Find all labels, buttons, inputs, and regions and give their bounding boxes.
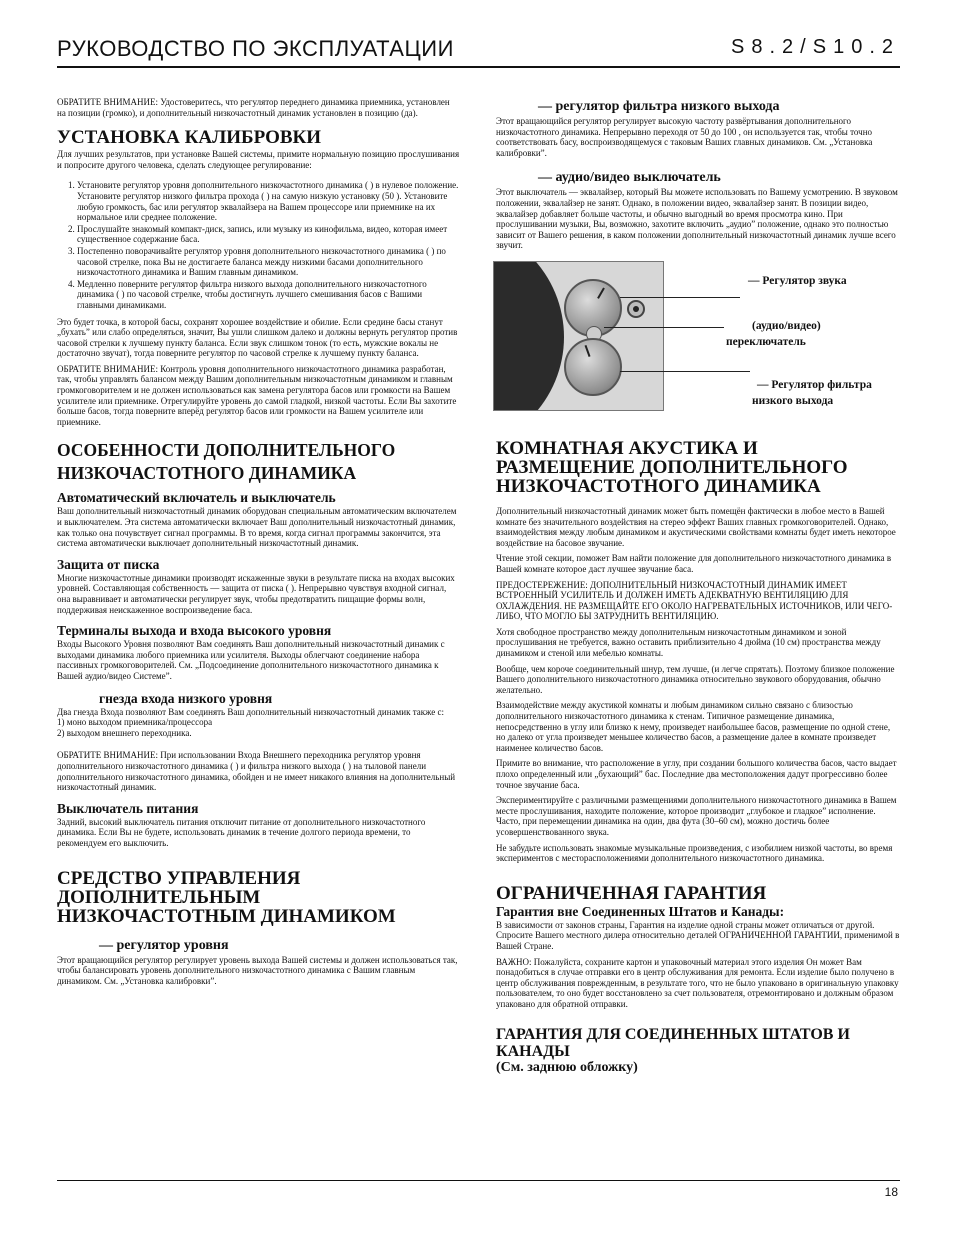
warranty-us-subheading: (См. заднюю обложку) bbox=[496, 1059, 638, 1075]
calibration-intro: Для лучших результатов, при установке Вашей системы, примите нормальную позицию прослушивания и попросите другого человека, сделать следующее регулирование: bbox=[57, 149, 460, 170]
low-level-item: 1) моно выходом приемника/процессора bbox=[57, 717, 213, 728]
calibration-step: 3. Постепенно поворачивайте регулятор уровня дополнительного низкочастотного динамика ( ) по часовой стрелке, пока Вы не достигаете баланса между низкими басами дополнительного низкочастотного динамика и Вашим главным динамиком. bbox=[77, 246, 460, 278]
high-level-text: Входы Высокого Уровня позволяют Вам соединять Ваш дополнительный низкочастотный динамик с выходами динамика любого приемника или усилителя. Выходы облегчают соединение набора пассивных громкоговорителей. См. „Подсоединение дополнительного низкочастотного динамика к Вашей аудио/видео Системе”. bbox=[57, 639, 445, 681]
left-column bbox=[57, 97, 460, 991]
label-av-switch-1: (аудио/видео) bbox=[752, 319, 821, 332]
lowpass-knob bbox=[564, 338, 622, 396]
label-filter-1: — Регулятор фильтра bbox=[757, 378, 872, 391]
warranty-heading: ОГРАНИЧЕННАЯ ГАРАНТИЯ bbox=[496, 882, 767, 904]
room-paragraph: Экспериментируйте с различными размещениями дополнительного низкочастотного динамика в Вашем месте прослушивания, находите положение, которое производит „глубокое и гладкое” исполнение. Часто, при перемещении динамика на один, два фута (30–60 см), можно достичь более усовершенствованного звука. bbox=[496, 795, 897, 837]
label-av-switch-2: переключатель bbox=[726, 335, 806, 348]
features-heading: ОСОБЕННОСТИ ДОПОЛНИТЕЛЬНОГО НИЗКОЧАСТОТНОГО ДИНАМИКА bbox=[57, 440, 396, 484]
control-panel-figure bbox=[496, 261, 900, 411]
calibration-paragraph: Это будет точка, в которой басы, сохранят хорошее воздействие и обилие. Если средине басы станут „бухать” или слабо определяться, значит, Вы ушли слишком далеко и должны вернуть регулятор против часовой стрелки к лучшему пункту баланса. Если звук слишком тонок (то есть, мужские вокалы не достаточно звучат), тогда поверните регулятор по часовой стрелке к лучшему пункту баланса. bbox=[57, 316, 458, 359]
label-filter-2: низкого выхода bbox=[752, 394, 834, 407]
calibration-note: ОБРАТИТЕ ВНИМАНИЕ: Контроль уровня дополнительного низкочастотного динамика разработан, так, чтобы управлять балансом между Вашим дополнительным низкочастотным динамиком и главным громкоговорителем и не должен использоваться как замена регулятора басов или громкости на Вашем усилителе или приемнике. Отрегулируйте уровень до самой гладкой, низкой частоты. Если Вы захотите больше басов, тогда поверните вперёд регулятор басов или громкости на Вашем усилителе или приемнике. bbox=[57, 363, 457, 427]
calibration-heading: УСТАНОВКА КАЛИБРОВКИ bbox=[57, 127, 322, 149]
low-level-note: ОБРАТИТЕ ВНИМАНИЕ: При использовании Входа Внешнего переходника регулятор уровня дополнительного низкочастотного динамика ( ) и фильтра низкого выхода ( ) на тыловой панели дополнительного низкочастотного динамика, обойден и не имеет никакого влияния на дополнительный низкочастотный динамик. bbox=[57, 750, 456, 793]
lowpass-heading: — регулятор фильтра низкого выхода bbox=[538, 99, 780, 114]
footer-rule bbox=[57, 1180, 900, 1181]
warranty-outside-text: В зависимости от законов страны, Гарантия на изделие одной страны может отличаться от другой. Спросите Вашего местного дилера относительно деталей ОГРАНИЧЕННОЙ ГАРАНТИИ, применимой в Вашей Стране. bbox=[496, 919, 900, 951]
level-control-heading: — регулятор уровня bbox=[99, 937, 229, 953]
auto-switch-heading: Автоматический включатель и выключатель bbox=[57, 490, 336, 506]
leader-line bbox=[620, 371, 750, 372]
level-control-text: Этот вращающийся регулятор регулирует уровень выхода Вашей системы и должен использоваться так, чтобы балансировать уровень дополнительного низкочастотного динамика с Вашим главным динамиком. См. „Установка калибровки”. bbox=[57, 954, 458, 986]
room-paragraph: Дополнительный низкочастотный динамик может быть помещён фактически в любое место в Вашей комнате без значительного воздействия на стерео эффект Ваших главных громкоговорителей. Однако, взаимодействия между любым динамиком и акустическими свойствами комнаты будет иметь некоторое воздействие на басовое звучание. bbox=[496, 505, 896, 548]
room-paragraph: Примите во внимание, что расположение в углу, при создании большого количества басов, часто выдает плохо определенный или „бухающий” бас. Последние два местоположения дадут прогрессивно более точное звучание баса. bbox=[496, 758, 897, 790]
clip-protection-text: Многие низкочастотные динамики производят искаженные звуки в результате писка на входах высоких уровней. Составляющая собственность — защита от писка ( ). Непрерывно чувствуя входной сигнал, она выравнивает и автоматически регулирует звук, чтобы предотвратить пищащие формы волн, поддерживая неискаженное воспроизведение баса. bbox=[57, 572, 455, 615]
clip-protection-heading: Защита от писка bbox=[57, 556, 160, 572]
right-column bbox=[496, 99, 900, 1076]
model-number: S8.2/S10.2 bbox=[731, 36, 900, 58]
low-level-item: 2) выходом внешнего переходника. bbox=[57, 727, 192, 738]
high-level-heading: Терминалы выхода и входа высокого уровня bbox=[57, 623, 332, 639]
leader-line bbox=[604, 327, 724, 328]
label-sound-control: — Регулятор звука bbox=[748, 274, 847, 287]
rear-panel-photo bbox=[493, 261, 664, 411]
driver-surround bbox=[493, 261, 564, 411]
page-header bbox=[57, 36, 900, 66]
av-switch-heading: — аудио/видео выключатель bbox=[538, 170, 721, 186]
room-paragraph: Не забудьте использовать знакомые музыкальные произведения, с изобилием низкой частоты, во время экспериментов с месторасположениями дополнительного низкочастотного динамика. bbox=[496, 842, 893, 864]
av-switch-text: Этот выключатель — эквалайзер, который Вы можете использовать по Вашему усмотрению. В звуковом положении, эквалайзер не занят. Однако, в положении видео, эквалайзер занят. В позиции видео, эквалайзер добавляет больше частоты, и обычно выгодный во время просмотра кино. При прослушивании музыки, Вы, возможно, захотите включить „аудио” положение, однако это полностью зависит от Вашего решения, в каком положении дополнительный низкочастотный динамик лучше всего звучит. bbox=[496, 187, 898, 251]
power-switch-heading: Выключатель питания bbox=[57, 800, 199, 816]
receiver-note: ОБРАТИТЕ ВНИМАНИЕ: Удостоверитесь, что регулятор переднего динамика приемника, установлен на позиции (громко), и дополнительный низкочастотный динамик установлен в позицию (да). bbox=[57, 97, 450, 118]
room-acoustics-heading: КОМНАТНАЯ АКУСТИКА И РАЗМЕЩЕНИЕ ДОПОЛНИТЕЛЬНОГО НИЗКОЧАСТОТНОГО ДИНАМИКА bbox=[496, 437, 848, 497]
lowpass-text: Этот вращающийся регулятор регулирует высокую частоту развёртывания дополнительного низкочастотного динамика. Непрерывно переходя от 50 до 100 , он используется так, чтобы точно соответствовать басу, воспроизводящемуся с таковым Ваших главных динамиков. См. „Установка калибровки”. bbox=[496, 116, 873, 158]
manual-title: РУКОВОДСТВО ПО ЭКСПЛУАТАЦИИ bbox=[57, 36, 454, 61]
calibration-step: 1. Установите регулятор уровня дополнительного низкочастотного динамика ( ) в нулевое положение. Установите регулятор низкого фильтра прохода ( ) на самую низкую установку (50 ). Установите любую громкость, бас или регулятор эквалайзера на Вашем процессоре или приемнике на их нормальное или среднее положение. bbox=[77, 180, 460, 222]
low-level-text: Два гнезда Входа позволяют Вам соединять Ваш дополнительный низкочастотный динамик также с: bbox=[57, 706, 444, 717]
control-heading: СРЕДСТВО УПРАВЛЕНИЯ ДОПОЛНИТЕЛЬНЫМ НИЗКОЧАСТОТНЫМ ДИНАМИКОМ bbox=[57, 867, 396, 927]
room-paragraph: Вообще, чем короче соединительный шнур, тем лучше, (и легче спрятать). Поэтому близкое положение Вашего дополнительного низкочастотного динамика относительно звукового оборудования, обычно желательно. bbox=[496, 663, 895, 695]
room-paragraph: Взаимодействие между акустикой комнаты и любым динамиком сильно связано с близостью дополнительного низкочастотного динамика к стенам. Типичное размещение динамика, непосредственно в углу или близко к нему, произведет наибольшее басов, размещение по одной стене, но далеко от угла произведет меньшее количество басов, а размещение далее в комнате произведет наименее количество басов. bbox=[496, 700, 891, 753]
page-number: 18 bbox=[884, 1185, 898, 1199]
warranty-us-heading: ГАРАНТИЯ ДЛЯ СОЕДИНЕННЫХ ШТАТОВ И КАНАДЫ bbox=[496, 1025, 850, 1060]
leader-line bbox=[620, 297, 740, 298]
warranty-outside-heading: Гарантия вне Соединенных Штатов и Канады: bbox=[496, 903, 785, 919]
calibration-steps bbox=[57, 180, 460, 310]
warranty-important: ВАЖНО: Пожалуйста, сохраните картон и упаковочный материал этого изделия Он может Вам понадобиться в случае отправки его в центр обслуживания для ремонта. Если изделие было получено в центр обслуживания поврежденным, в результате того, что не было упаковано в оригинальную упаковку пользователем, то оно будет восстановлено за счет пользователя, отремонтировано и должным образом упаковано для обратной отправки. bbox=[496, 956, 899, 1009]
auto-switch-text: Ваш дополнительный низкочастотный динамик оборудован специальным автоматическим включателем и выключателем. Эта система автоматически включает Ваш дополнительный низкочастотный динамик, как только она почувствует сигнал программы. В то время, когда сигнал программы закончится, эта система автоматически выключает дополнительный низкочастотный динамик. bbox=[57, 506, 457, 549]
room-caution: ПРЕДОСТЕРЕЖЕНИЕ: ДОПОЛНИТЕЛЬНЫЙ НИЗКОЧАСТОТНЫЙ ДИНАМИК ИМЕЕТ ВСТРОЕННЫЙ УСИЛИТЕЛЬ И ДОЛЖЕН ИМЕТЬ АДЕКВАТНУЮ ВЕНТИЛЯЦИЮ ДЛЯ ОХЛАЖДЕНИЯ. НЕ РАЗМЕЩАЙТЕ ЕГО ОКОЛО НАГРЕВАТЕЛЬНЫХ ИСТОЧНИКОВ, ИЛИ ЧЕГО-ЛИБО, ЧТО МОГЛО БЫ ЗАТРУДНИТЬ ВЕНТИЛЯЦИЮ. bbox=[496, 579, 893, 622]
header-rule bbox=[57, 66, 900, 68]
calibration-step: 4. Медленно поверните регулятор фильтра низкого выхода дополнительного низкочастотного динамика ( ) по часовой стрелке, чтобы достигнуть лучшего смешивания басов с Вашими главными динамиками. bbox=[77, 279, 460, 311]
room-paragraph: Чтение этой секции, поможет Вам найти положение для дополнительного низкочастотного динамика в Вашей комнате которое даст лучшее звучание баса. bbox=[496, 553, 892, 574]
power-led-icon bbox=[627, 300, 645, 318]
room-paragraph: Хотя свободное пространство между дополнительным низкочастотным динамиком и зоной прослушивания не требуется, важно оставить приблизительно 4 дюйма (10 см) пространства между динамиком и стеной или мебелью комнаты. bbox=[496, 626, 881, 659]
calibration-step: 2. Прослушайте знакомый компакт-диск, запись, или музыку из кинофильма, видео, которая имеет существенное содержание баса. bbox=[77, 224, 460, 245]
power-switch-text: Задний, высокий выключатель питания отключит питание от дополнительного низкочастотного динамика. Если Вы не будете, использовать динамик в течение долгого периода времени, то рекомендуем его выключить. bbox=[57, 816, 426, 848]
low-level-heading: гнезда входа низкого уровня bbox=[99, 690, 273, 706]
